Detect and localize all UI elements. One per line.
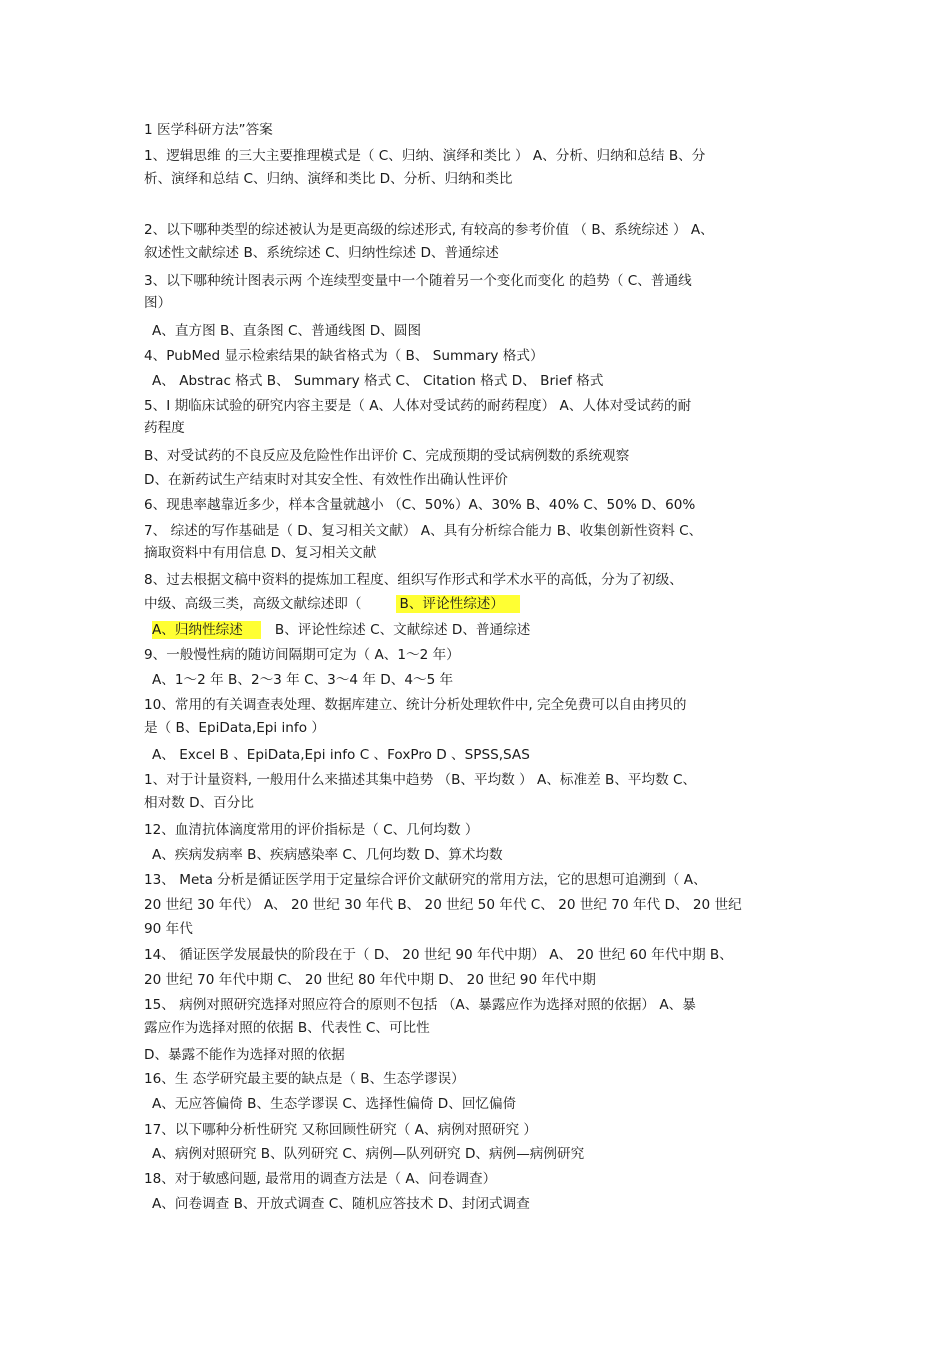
q9-options: A、1～2 年 B、2～3 年 C、3～4 年 D、4～5 年 [152,672,454,688]
q1-line-2: 析、演绎和总结 C、归纳、演绎和类比 D、分析、归纳和类比 [144,171,513,187]
q11-line-2: 相对数 D、百分比 [144,795,254,811]
q15-line-2: 露应作为选择对照的依据 B、代表性 C、可比性 [144,1020,430,1036]
q8-options-rest: B、评论性综述 C、文献综述 D、普通综述 [274,622,531,638]
q18-options: A、问卷调查 B、开放式调查 C、随机应答技术 D、封闭式调查 [152,1196,530,1212]
q2-line-1: 2、以下哪种类型的综述被认为是更高级的综述形式, 有较高的参考价值 （ B、系统综述 ） A、 [144,222,714,238]
q16-line-1: 16、生 态学研究最主要的缺点是（ B、生态学谬误） [144,1071,465,1087]
q16-options: A、无应答偏倚 B、生态学谬误 C、选择性偏倚 D、回忆偏倚 [152,1096,517,1112]
q13-line-3: 90 年代 [144,921,193,937]
q7-line-1: 7、 综述的写作基础是（ D、复习相关文献） A、具有分析综合能力 B、收集创新性资料 C、 [144,523,703,539]
q4-line-1: 4、PubMed 显示检索结果的缺省格式为（ B、 Summary 格式） [144,348,544,364]
q5-option-b-c: B、对受试药的不良反应及危险性作出评价 C、完成预期的受试病例数的系统观察 [144,448,630,464]
document-title: 1 医学科研方法”答案 [144,122,273,138]
q8-answer-highlight: B、评论性综述） [396,595,520,613]
q4-options: A、 Abstrac 格式 B、 Summary 格式 C、 Citation 格式 D、 Brief 格式 [152,373,604,389]
q5-option-d: D、在新药试生产结束时对其安全性、有效性作出确认性评价 [144,472,508,488]
q17-options: A、病例对照研究 B、队列研究 C、病例—队列研究 D、病例—病例研究 [152,1146,585,1162]
q8-options [152,621,818,639]
q8-line-1: 8、过去根据文稿中资料的提炼加工程度、组织写作形式和学术水平的高低，分为了初级、 [144,572,683,588]
q8-option-a-highlight: A、归纳性综述 [152,621,261,639]
q7-line-2: 摘取资料中有用信息 D、复习相关文献 [144,545,377,561]
q2-line-2: 叙述性文献综述 B、系统综述 C、归纳性综述 D、普通综述 [144,245,499,261]
q15-option-d: D、暴露不能作为选择对照的依据 [144,1047,345,1063]
q13-line-2: 20 世纪 30 年代） A、 20 世纪 30 年代 B、 20 世纪 50 年代 C、 20 世纪 70 年代 D、 20 世纪 [144,897,742,913]
q10-options: A、 Excel B 、EpiData,Epi info C 、FoxPro D 、SPSS,SAS [152,747,530,763]
q1-line-1: 1、逻辑思维 的三大主要推理模式是（ C、归纳、演绎和类比 ） A、分析、归纳和总结 B、分 [144,148,706,164]
q12-line-1: 12、血清抗体滴度常用的评价指标是（ C、几何均数 ） [144,822,479,838]
q11-line-1: 1、对于计量资料, 一般用什么来描述其集中趋势 （B、平均数 ） A、标准差 B、平均数 C、 [144,772,697,788]
q9-line-1: 9、一般慢性病的随访间隔期可定为（ A、1～2 年） [144,647,460,663]
q10-line-1: 10、常用的有关调查表处理、数据库建立、统计分析处理软件中, 完全免费可以自由拷贝的 [144,697,687,713]
q3-line-2: 图） [144,295,172,311]
q5-line-1: 5、I 期临床试验的研究内容主要是（ A、人体对受试药的耐药程度） A、人体对受试药的耐 [144,398,692,414]
q15-line-1: 15、 病例对照研究选择对照应符合的原则不包括 （A、暴露应作为选择对照的依据） A、暴 [144,997,696,1013]
q8-line-2 [144,595,810,613]
q14-line-1: 14、 循证医学发展最快的阶段在于（ D、 20 世纪 90 年代中期） A、 20 世纪 60 年代中期 B、 [144,947,733,963]
q5-line-2: 药程度 [144,420,185,436]
q8-line-2-text: 中级、高级三类，高级文献综述即（ [144,596,362,612]
q6-line: 6、现患率越靠近多少，样本含量就越小 （C、50%）A、30% B、40% C、50% D、60% [144,497,696,513]
q13-line-1: 13、 Meta 分析是循证医学用于定量综合评价文献研究的常用方法，它的思想可追溯到（ A、 [144,872,707,888]
q12-options: A、疾病发病率 B、疾病感染率 C、几何均数 D、算术均数 [152,847,503,863]
q14-line-2: 20 世纪 70 年代中期 C、 20 世纪 80 年代中期 D、 20 世纪 90 年代中期 [144,972,596,988]
q3-line-1: 3、以下哪种统计图表示两 个连续型变量中一个随着另一个变化而变化 的趋势（ C、普通线 [144,273,692,289]
q18-line-1: 18、对于敏感问题, 最常用的调查方法是（ A、问卷调查） [144,1171,497,1187]
q17-line-1: 17、以下哪种分析性研究 又称回顾性研究（ A、病例对照研究 ） [144,1122,537,1138]
q10-line-2: 是（ B、EpiData,Epi info ） [144,720,325,736]
q3-options: A、直方图 B、直条图 C、普通线图 D、圆图 [152,323,422,339]
